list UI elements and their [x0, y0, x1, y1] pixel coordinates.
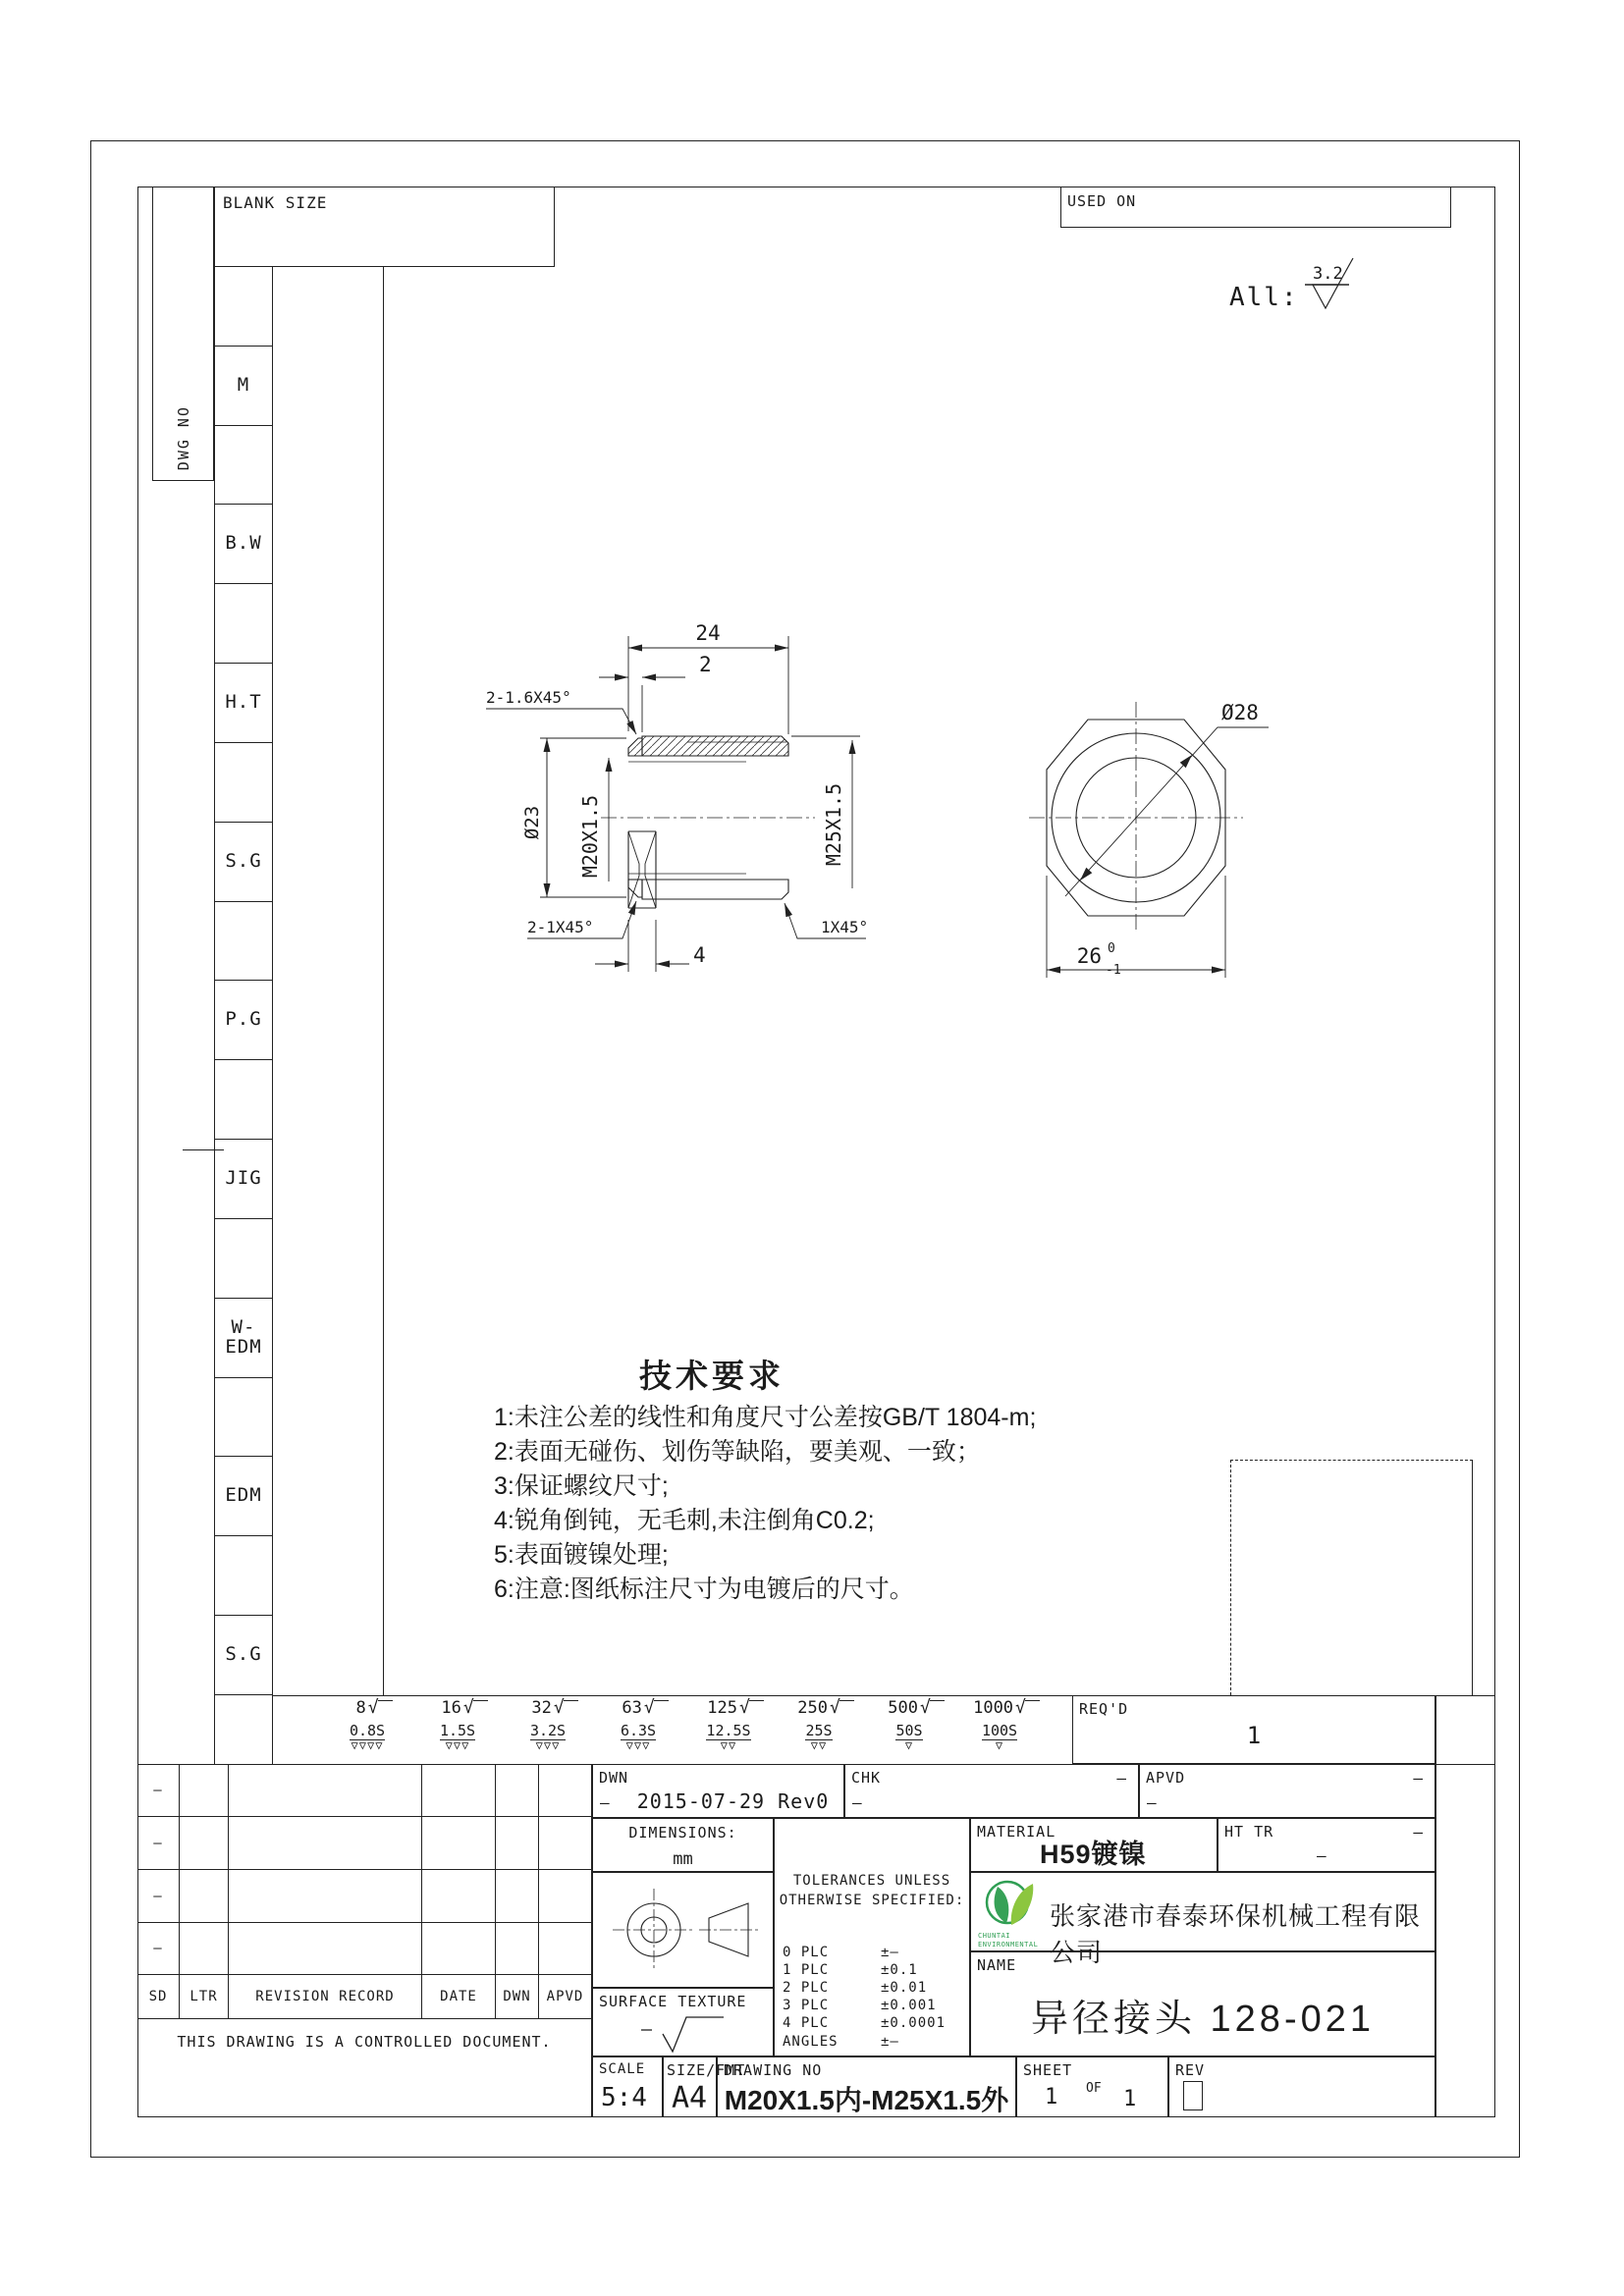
apvd-box [1139, 1764, 1435, 1818]
dwn-value: 2015-07-29 Rev0 [636, 1789, 830, 1813]
size-fmt-label: SIZE/FMT [667, 2061, 746, 2079]
check-icon: √ [738, 1697, 750, 1718]
dim-2: 2 [699, 653, 712, 676]
surface-texture-icon [637, 2012, 731, 2056]
tolerance-row-value: ±– [881, 1945, 899, 1960]
roughness-item [593, 1697, 683, 1752]
rev-value-icon [1183, 2081, 1203, 2110]
drawing-no-value: M20X1.5内-M25X1.5外 [724, 2085, 1009, 2115]
roughness-value: 25S [805, 1722, 833, 1739]
tolerance-row-value: ±– [881, 2034, 899, 2050]
roughness-triangles-icon: ▽▽▽ [625, 1738, 651, 1752]
blank-size-label: BLANK SIZE [223, 193, 328, 212]
dim-m20: M20X1.5 [578, 794, 602, 879]
drawing-no-label: DRAWING NO [724, 2061, 823, 2079]
chk-dash-bottom: – [852, 1793, 862, 1812]
part-name-value: 异径接头 128-021 [1030, 1999, 1375, 2040]
company-logo-text-1: CHUNTAI [978, 1932, 1011, 1940]
tolerance-row-label: 0 PLC [783, 1945, 830, 1960]
roughness-value: 0.8S [349, 1722, 386, 1739]
finish-value: 3.2 [1313, 264, 1343, 284]
roughness-item [864, 1697, 954, 1752]
dimensions-unit: mm [673, 1849, 693, 1869]
tech-req-item: 4:锐角倒钝，无毛刺,未注倒角C0.2; [494, 1507, 875, 1534]
tech-req-item: 5:表面镀镍处理; [494, 1541, 669, 1569]
check-icon: √ [367, 1697, 379, 1718]
right-strip-divider [1435, 1695, 1436, 2117]
tolerances-title-2: OTHERWISE SPECIFIED: [779, 1893, 965, 1908]
revision-table [137, 1764, 592, 2117]
dimensions-box [592, 1818, 774, 1872]
tolerance-row-value: ±0.001 [881, 1998, 937, 2013]
revision-header-dwn: DWN [496, 1975, 539, 2019]
roughness-item [954, 1697, 1045, 1752]
finish-note-label: All: [1229, 283, 1299, 312]
ht-tr-label: HT TR [1224, 1823, 1274, 1841]
reqd-label: REQ'D [1079, 1700, 1129, 1718]
roughness-grade: 250 [797, 1698, 828, 1718]
roughness-value: 12.5S [706, 1722, 751, 1739]
roughness-grade: 1000 [973, 1698, 1014, 1718]
reqd-value: 1 [1246, 1722, 1262, 1749]
process-cell-empty [215, 1378, 272, 1458]
dim-chamfer-1p6: 2-1.6X45° [486, 688, 571, 707]
roughness-triangles-icon: ▽ [904, 1738, 914, 1752]
hex-dim-texts [1077, 701, 1259, 978]
dwg-no-label: DWG NO [174, 404, 192, 470]
material-box [970, 1818, 1218, 1872]
roughness-grade: 63 [622, 1698, 642, 1718]
revision-cell-empty [496, 1764, 539, 1817]
revision-cell-empty [422, 1923, 496, 1975]
dashed-reference-box [1230, 1460, 1473, 1695]
roughness-triangles-icon: ▽▽▽ [535, 1738, 561, 1752]
blank-size-box [214, 187, 555, 267]
revision-cell-empty [180, 1817, 229, 1870]
revision-dash: – [137, 1870, 180, 1923]
process-column [214, 267, 273, 1764]
roughness-triangles-icon: ▽▽▽▽ [351, 1738, 384, 1752]
revision-cell-empty [496, 1817, 539, 1870]
name-label: NAME [977, 1956, 1017, 1974]
process-cell-pg: P.G [215, 981, 272, 1060]
ht-tr-box [1218, 1818, 1435, 1872]
company-logo-text-2: ENVIRONMENTAL [978, 1941, 1039, 1949]
tolerance-row-label: 4 PLC [783, 2015, 830, 2031]
roughness-grade: 16 [441, 1698, 461, 1718]
process-cell-empty [215, 426, 272, 506]
process-cell-bw: B.W [215, 505, 272, 584]
dim-m25: M25X1.5 [822, 782, 845, 867]
process-cell-ht: H.T [215, 664, 272, 743]
apvd-dash-bottom: – [1147, 1793, 1157, 1812]
dwn-box [592, 1764, 844, 1818]
dim-hex-tol-lo: -1 [1106, 963, 1121, 978]
roughness-triangles-icon: ▽▽ [720, 1738, 737, 1752]
tolerance-row-label: ANGLES [783, 2034, 839, 2050]
revision-header-sd: SD [137, 1975, 180, 2019]
revision-cell-empty [229, 1764, 422, 1817]
tolerances-box [774, 1818, 970, 2056]
roughness-grade: 8 [355, 1698, 366, 1718]
size-fmt-value: A4 [672, 2081, 708, 2115]
apvd-label: APVD [1146, 1769, 1186, 1787]
material-value: H59镀镍 [1040, 1840, 1147, 1869]
apvd-dash-top: – [1413, 1769, 1423, 1788]
dwn-label: DWN [599, 1769, 629, 1787]
revision-header-ltr: LTR [180, 1975, 229, 2019]
roughness-item [774, 1697, 864, 1752]
revision-header-date: DATE [422, 1975, 496, 2019]
section-view [601, 736, 815, 908]
roughness-triangles-icon: ▽ [995, 1738, 1004, 1752]
tech-req-item: 3:保证螺纹尺寸; [494, 1472, 669, 1500]
revision-cell-empty [180, 1923, 229, 1975]
revision-cell-empty [539, 1923, 592, 1975]
sheet-total: 1 [1123, 2087, 1137, 2111]
process-cell-empty [215, 584, 272, 664]
tolerance-row-label: 2 PLC [783, 1980, 830, 1996]
dwn-dash: – [600, 1793, 610, 1812]
dim-chamfer-2x1: 2-1X45° [527, 918, 594, 936]
sheet-number: 1 [1045, 2085, 1058, 2109]
tech-req-item: 6:注意:图纸标注尺寸为电镀后的尺寸。 [494, 1575, 914, 1603]
dim-hex-tol-hi: 0 [1108, 941, 1115, 956]
process-cell-jig: JIG [215, 1140, 272, 1219]
revision-cell-empty [496, 1870, 539, 1923]
process-cell-empty [215, 1219, 272, 1299]
rev-box [1168, 2056, 1435, 2117]
tech-req-title: 技术要求 [639, 1358, 785, 1394]
dim-dia28: Ø28 [1221, 701, 1259, 724]
roughness-item [683, 1697, 774, 1752]
revision-cell-empty [422, 1764, 496, 1817]
process-cell-wedm: W-EDM [215, 1299, 272, 1378]
revision-cell-empty [229, 1923, 422, 1975]
check-icon: √ [553, 1697, 565, 1718]
surface-texture-box [592, 1988, 774, 2056]
roughness-grade: 32 [531, 1698, 552, 1718]
roughness-triangles-icon: ▽▽ [810, 1738, 828, 1752]
dim-4: 4 [693, 943, 706, 967]
check-icon: √ [919, 1697, 931, 1718]
tech-req-item: 2:表面无碰伤、划伤等缺陷，要美观、一致； [494, 1438, 981, 1466]
roughness-value: 6.3S [620, 1722, 657, 1739]
dim-dia23: Ø23 [521, 805, 543, 840]
dwg-no-box [152, 187, 214, 481]
revision-dash: – [137, 1923, 180, 1975]
revision-dash: – [137, 1817, 180, 1870]
roughness-value: 3.2S [529, 1722, 567, 1739]
tolerance-row-label: 1 PLC [783, 1962, 830, 1978]
revision-header-apvd: APVD [539, 1975, 592, 2019]
tech-req-item: 1:未注公差的线性和角度尺寸公差按GB/T 1804-m; [494, 1404, 1037, 1431]
chk-dash-top: – [1116, 1769, 1126, 1788]
tolerance-row-value: ±0.1 [881, 1962, 918, 1978]
projection-symbol-box [592, 1872, 774, 1988]
dim-hex26: 26 [1076, 944, 1102, 968]
left-column-divider [383, 267, 384, 1695]
process-cell-empty [215, 743, 272, 823]
roughness-grade: 125 [707, 1698, 737, 1718]
revision-cell-empty [180, 1870, 229, 1923]
check-icon: √ [643, 1697, 655, 1718]
revision-cell-empty [539, 1870, 592, 1923]
sheet-box [1016, 2056, 1168, 2117]
company-name: 张家港市春泰环保机械工程有限公司 [1050, 1901, 1422, 1967]
name-box [970, 1951, 1435, 2056]
tolerance-row-value: ±0.01 [881, 1980, 928, 1996]
revision-cell-empty [539, 1817, 592, 1870]
used-on-label: USED ON [1067, 192, 1137, 210]
hex-view [1029, 702, 1269, 978]
ht-tr-dash-bottom: – [1317, 1846, 1326, 1865]
tolerance-row-label: 3 PLC [783, 1998, 830, 2013]
roughness-value: 50S [895, 1722, 923, 1739]
size-fmt-box [663, 2056, 746, 2117]
revision-cell-empty [496, 1923, 539, 1975]
process-cell-sg1: S.G [215, 823, 272, 902]
sheet-label: SHEET [1023, 2061, 1073, 2079]
revision-cell-empty [180, 1764, 229, 1817]
revision-cell-empty [422, 1870, 496, 1923]
third-angle-projection-icon [593, 1873, 773, 1987]
process-cell-empty [215, 267, 272, 347]
roughness-item [503, 1697, 593, 1752]
tolerance-row-value: ±0.0001 [881, 2015, 947, 2031]
roughness-value: 1.5S [439, 1722, 476, 1739]
part-drawing [432, 589, 1296, 1001]
process-cell-m: M [215, 347, 272, 426]
roughness-item [412, 1697, 503, 1752]
roughness-grade: 500 [888, 1698, 918, 1718]
check-icon: √ [1015, 1697, 1026, 1718]
dimensions-label: DIMENSIONS: [628, 1824, 737, 1842]
process-cell-sg2: S.G [215, 1616, 272, 1695]
chk-label: CHK [851, 1769, 882, 1787]
reqd-box [1072, 1695, 1435, 1764]
roughness-triangles-icon: ▽▽▽ [445, 1738, 470, 1752]
sheet-of-label: OF [1086, 2081, 1102, 2096]
process-cell-empty [215, 902, 272, 982]
surface-texture-label: SURFACE TEXTURE [599, 1993, 747, 2010]
revision-cell-empty [422, 1817, 496, 1870]
roughness-item [322, 1697, 412, 1752]
fold-mark [183, 1149, 224, 1150]
dim-24: 24 [695, 621, 721, 645]
ht-tr-dash-top: – [1413, 1823, 1423, 1842]
material-label: MATERIAL [977, 1823, 1056, 1841]
tolerances-title-1: TOLERANCES UNLESS [792, 1873, 951, 1889]
scale-label: SCALE [599, 2061, 646, 2077]
revision-cell-empty [229, 1817, 422, 1870]
revision-dash: – [137, 1764, 180, 1817]
check-icon: √ [462, 1697, 474, 1718]
process-cell-empty [215, 1060, 272, 1140]
rev-label: REV [1175, 2061, 1206, 2079]
company-logo-icon [979, 1878, 1040, 1931]
revision-header-record: REVISION RECORD [229, 1975, 422, 2019]
revision-cell-empty [539, 1764, 592, 1817]
used-on-box [1060, 187, 1451, 228]
drawing-no-box [717, 2056, 1016, 2117]
finish-symbol-icon [1298, 251, 1367, 316]
scale-box [592, 2056, 663, 2117]
dim-chamfer-1x45: 1X45° [821, 918, 869, 936]
process-cell-empty [215, 1536, 272, 1616]
controlled-document-note: THIS DRAWING IS A CONTROLLED DOCUMENT. [137, 2019, 592, 2117]
check-icon: √ [829, 1697, 840, 1718]
roughness-value: 100S [981, 1722, 1018, 1739]
process-cell-edm: EDM [215, 1457, 272, 1536]
section-dim-texts [486, 621, 868, 967]
chk-box [844, 1764, 1139, 1818]
revision-cell-empty [229, 1870, 422, 1923]
scale-value: 5:4 [601, 2083, 647, 2112]
